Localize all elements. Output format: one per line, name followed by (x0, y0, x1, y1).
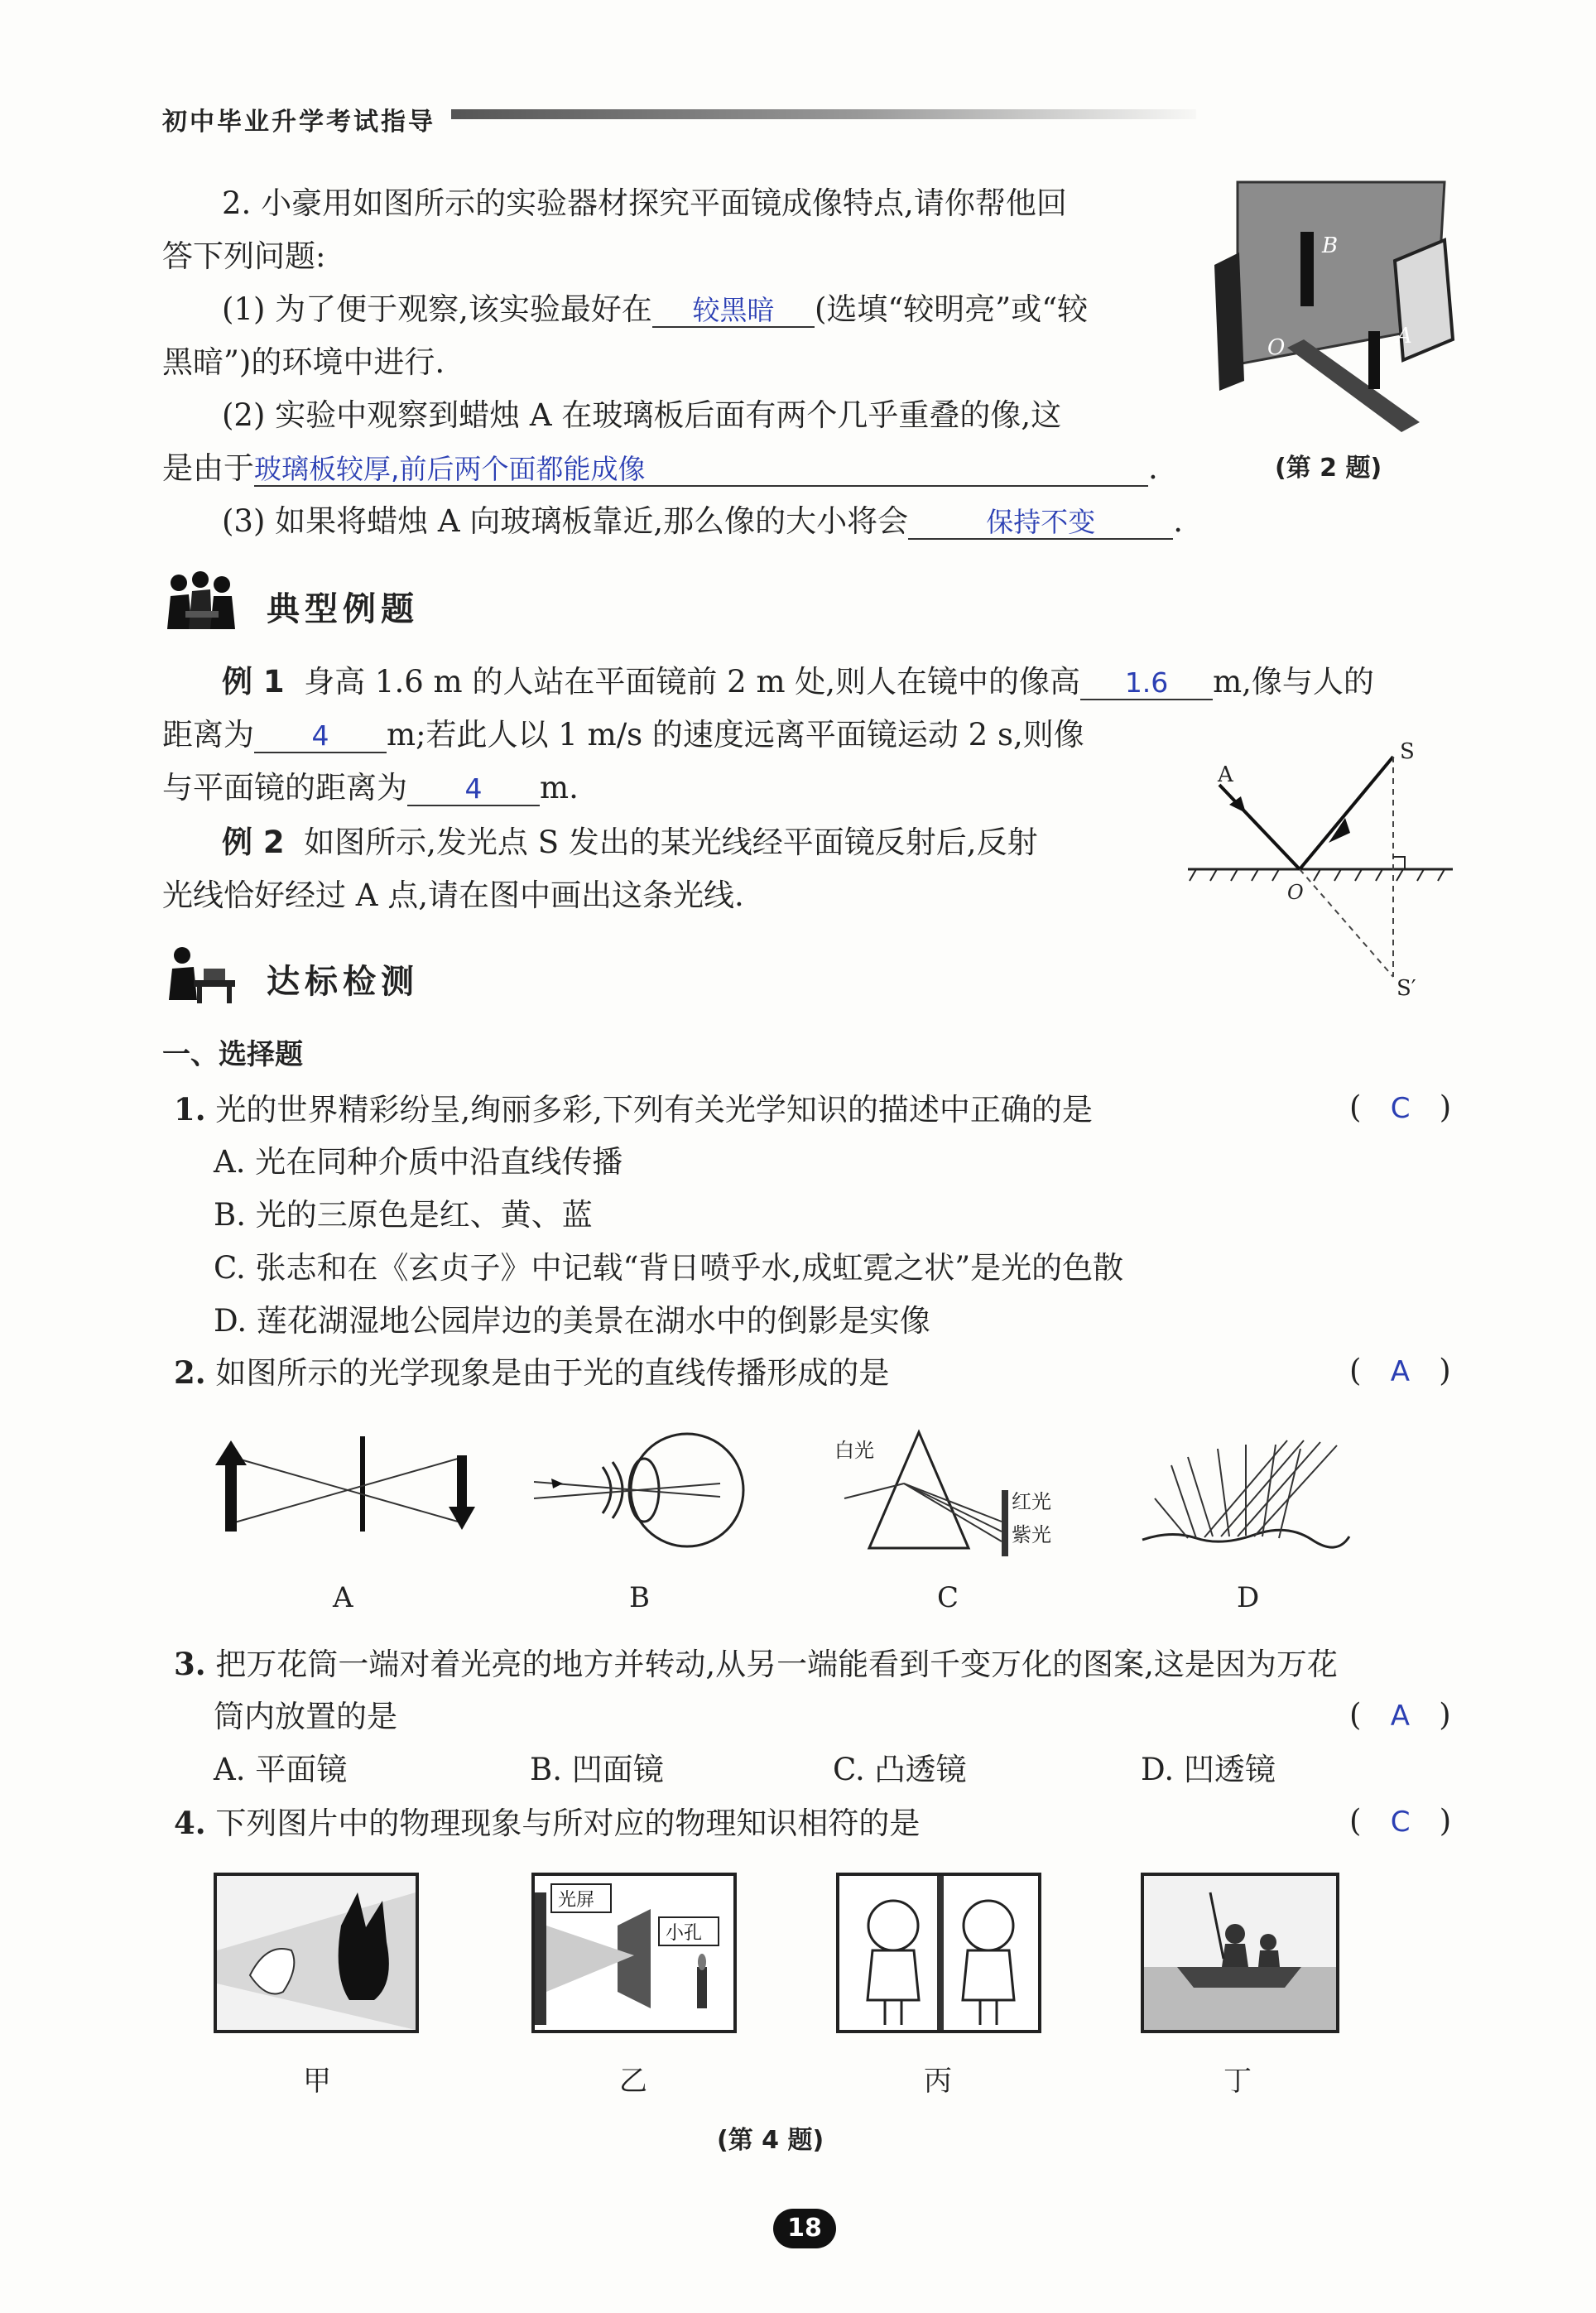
q4-picture-jia-hand-shadow (214, 1873, 419, 2033)
choice-q3-stem2: 筒内放置的是 (214, 1699, 397, 1734)
candle-b (1300, 232, 1314, 306)
text-purple-light: 紫光 (1012, 1523, 1051, 1546)
q2-figure-label-a: A (333, 1581, 353, 1614)
ex1-line2 (162, 715, 1084, 755)
ex2-line1 (222, 823, 1038, 863)
header-title: 初中毕业升学考试指导 (162, 108, 435, 137)
ex1-text-a: 身高 1.6 m 的人站在平面镜前 2 m 处,则人在镜中的像高 (304, 664, 1081, 700)
choice-q3-option-d: D. 凹透镜 (1141, 1752, 1276, 1787)
reflected-ray (1219, 785, 1300, 869)
q4-label-yi: 乙 (619, 2065, 647, 2098)
ex2-text: 如图所示,发光点 S 发出的某光线经平面镜反射后,反射 (304, 825, 1038, 860)
q2-line1: 2. 小豪用如图所示的实验器材探究平面镜成像特点,请你帮他回 (222, 185, 1067, 221)
q2-part3-suffix: . (1173, 503, 1183, 539)
choice-q3-answer: A (1390, 1700, 1410, 1733)
choice-q3-option-a: A. 平面镜 (214, 1752, 348, 1787)
choice-q2-text: 如图所示的光学现象是由于光的直线传播形成的是 (215, 1355, 890, 1391)
ex2-figure-reflection (1180, 737, 1461, 1010)
header-rule (451, 109, 1196, 119)
q2-part3-answer: 保持不变 (986, 506, 1096, 538)
q2-part1-line2: 黑暗”)的环境中进行. (162, 344, 445, 380)
left-stand (1214, 252, 1244, 391)
q2-figure-a-pinhole (207, 1432, 480, 1548)
q4-picture-yi-pinhole (531, 1873, 737, 2033)
q2-part2-line1: (2) 实验中观察到蜡烛 A 在玻璃板后面有两个几乎重叠的像,这 (222, 397, 1062, 433)
choice-q4-answer: C (1390, 1806, 1411, 1839)
text-hole: 小孔 (666, 1923, 703, 1944)
label-s-prime: S′ (1396, 976, 1416, 1001)
choice-q3-option-b: B. 凹面镜 (530, 1752, 664, 1787)
ruler-strip (1287, 339, 1420, 432)
section-title-check: 达标检测 (267, 963, 419, 1001)
section-icon-student (161, 944, 240, 1007)
page-number: 18 (787, 2214, 822, 2243)
choice-q3-answer-paren: ( A ) (1349, 1697, 1451, 1733)
ex1-line2-b: m;若此人以 1 m/s 的速度远离平面镜运动 2 s,则像 (387, 717, 1084, 753)
choice-q3-option-c: C. 凸透镜 (833, 1752, 967, 1787)
part-title-choice: 一、选择题 (162, 1038, 303, 1071)
section-title-examples: 典型例题 (267, 590, 419, 628)
q2-figure-d-diffuse (1138, 1432, 1353, 1556)
choice-q2-answer-paren: ( A ) (1349, 1353, 1451, 1388)
q4-picture-ding-boat (1141, 1873, 1339, 2033)
right-angle-mark (1393, 857, 1405, 869)
page-number-badge (773, 2209, 836, 2248)
q2-part2-suffix: . (1148, 450, 1158, 486)
ex1-label: 例 1 (222, 664, 285, 700)
choice-q2-stem (174, 1353, 889, 1393)
q2-part2-prefix: 是由于 (162, 450, 254, 486)
ex1-text-b: m,像与人的 (1213, 664, 1374, 700)
ex1-line3 (162, 768, 579, 808)
label-o: O (1287, 881, 1304, 904)
choice-q1-option-a: A. 光在同种介质中沿直线传播 (214, 1144, 623, 1180)
q2-part1 (222, 290, 1088, 329)
label-a: A (1396, 324, 1412, 349)
ex1-answer3: 4 (464, 772, 483, 805)
choice-q1-option-b: B. 光的三原色是红、黄、蓝 (214, 1197, 593, 1233)
q2-figure-caption: (第 2 题) (1275, 454, 1382, 483)
incident-ray (1300, 757, 1393, 869)
choice-q1-answer: C (1390, 1092, 1411, 1125)
mirror-hatching (1190, 869, 1445, 881)
choice-q1-answer-paren: ( C ) (1349, 1089, 1452, 1125)
choice-q3-text: 把万花筒一端对着光亮的地方并转动,从另一端能看到千变万化的图案,这是因为万花 (215, 1647, 1338, 1682)
q2-figure-b-eye (530, 1424, 753, 1556)
q2-line2: 答下列问题: (162, 238, 326, 274)
q2-figure-label-b: B (629, 1581, 650, 1614)
q2-part1-answer: 较黑暗 (692, 294, 775, 326)
ex1-line3-b: m. (540, 770, 579, 805)
ex1-answer1: 1.6 (1124, 666, 1169, 699)
label-o: O (1267, 335, 1286, 360)
q2-part2-answer: 玻璃板较厚,前后两个面都能成像 (254, 453, 646, 485)
q4-picture-bing-mirror (836, 1873, 1041, 2033)
q4-label-ding: 丁 (1223, 2065, 1252, 2098)
q2-part2 (162, 449, 1158, 488)
ex1-line1 (222, 662, 1374, 702)
choice-q1-option-c: C. 张志和在《玄贞子》中记载“背日喷乎水,成虹霓之状”是光的色散 (214, 1250, 1124, 1286)
q2-part1-suffix: (选填“较明亮”或“较 (814, 291, 1089, 327)
q2-part3-prefix: (3) 如果将蜡烛 A 向玻璃板靠近,那么像的大小将会 (222, 503, 909, 539)
q2-figure-label-d: D (1237, 1581, 1260, 1614)
ex1-line2-a: 距离为 (162, 717, 254, 753)
choice-q2-number: 2. (174, 1354, 206, 1391)
label-s: S (1400, 739, 1415, 764)
text-red-light: 红光 (1012, 1490, 1051, 1513)
label-b: B (1322, 233, 1339, 258)
ex2-line2: 光线恰好经过 A 点,请在图中画出这条光线. (162, 878, 744, 913)
choice-q1-number: 1. (174, 1091, 206, 1128)
q4-label-jia: 甲 (303, 2065, 331, 2098)
choice-q1-text: 光的世界精彩纷呈,绚丽多彩,下列有关光学知识的描述中正确的是 (215, 1092, 1093, 1128)
ex1-line3-a: 与平面镜的距离为 (162, 770, 407, 805)
q2-figure-mirror-experiment (1204, 174, 1469, 439)
text-white-light: 白光 (834, 1439, 874, 1462)
choice-q3-number: 3. (174, 1646, 206, 1682)
q2-part3 (222, 502, 1183, 541)
choice-q1-option-d: D. 莲花湖湿地公园岸边的美景在湖水中的倒影是实像 (214, 1303, 930, 1339)
ex2-label: 例 2 (222, 825, 285, 860)
text-screen: 光屏 (558, 1890, 595, 1911)
choice-q1-stem (174, 1089, 1093, 1130)
q2-figure-label-c: C (937, 1581, 959, 1614)
choice-q4-answer-paren: ( C ) (1349, 1803, 1452, 1839)
label-a: A (1218, 762, 1233, 787)
choice-q2-answer: A (1390, 1355, 1410, 1388)
q2-figure-c-prism (828, 1424, 1076, 1565)
section-icon-people (161, 571, 240, 634)
choice-q4-stem (174, 1803, 920, 1844)
q2-part1-prefix: (1) 为了便于观察,该实验最好在 (222, 291, 652, 327)
choice-q4-number: 4. (174, 1805, 206, 1841)
ex1-answer2: 4 (311, 719, 329, 752)
candle-a (1368, 331, 1380, 389)
choice-q3-stem (174, 1644, 1338, 1685)
q4-label-bing: 丙 (924, 2065, 952, 2098)
q4-figure-caption: (第 4 题) (717, 2126, 824, 2155)
choice-q4-text: 下列图片中的物理现象与所对应的物理知识相符的是 (215, 1806, 921, 1841)
virtual-ray-dashed (1300, 869, 1393, 977)
